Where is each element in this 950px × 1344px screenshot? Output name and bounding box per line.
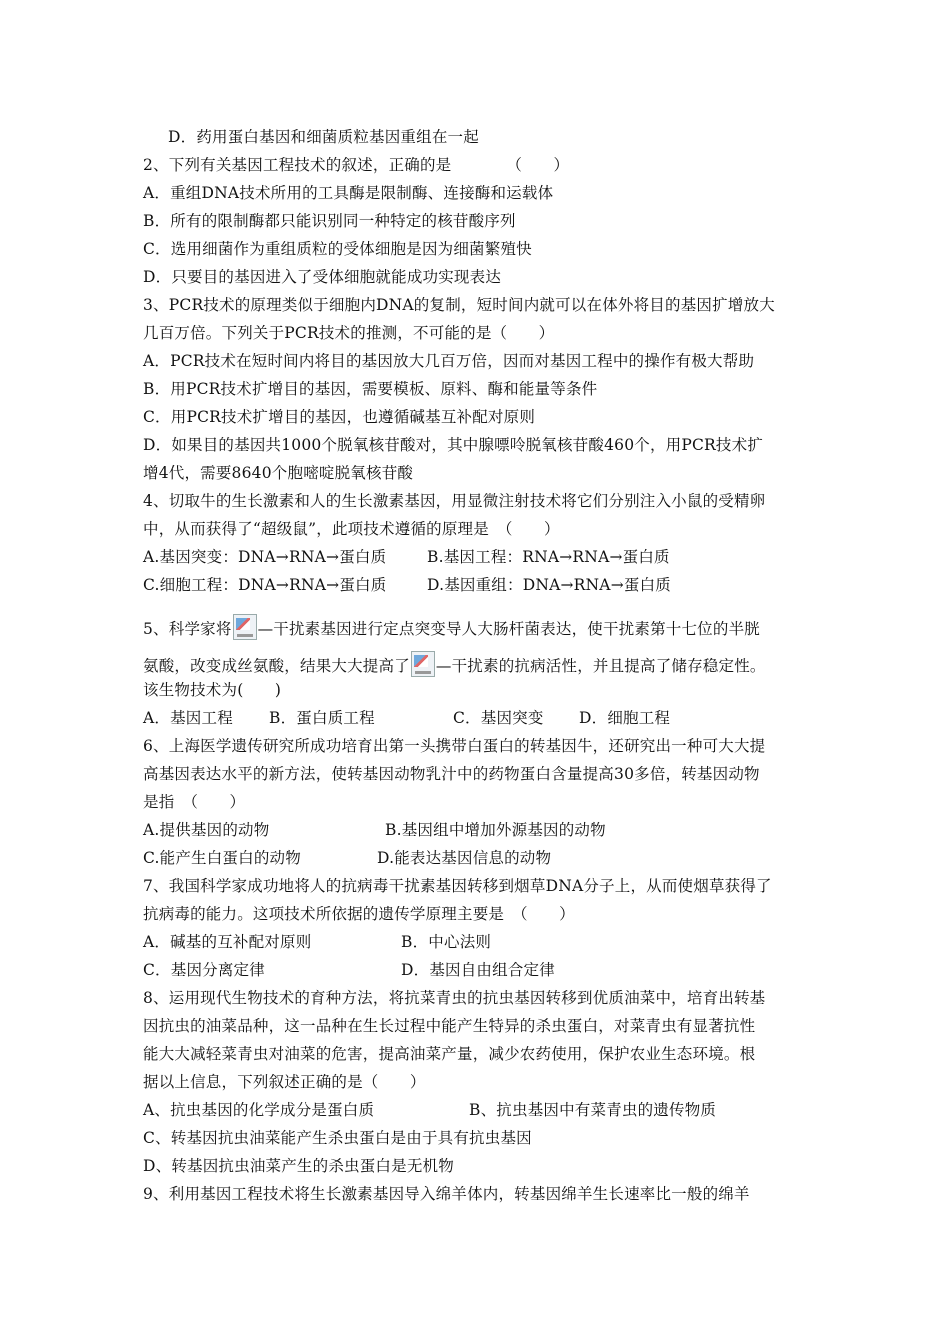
q5-option-a: A．基因工程 [143, 709, 233, 727]
q5-stem2b: —干扰素的抗病活性，并且提高了储存稳定性。 [435, 657, 766, 675]
q6-options-row2 [143, 848, 552, 868]
q5-stem2a: 氨酸，改变成丝氨酸，结果大大提高了 [143, 657, 410, 675]
q3-option-c: C．用PCR技术扩增目的基因，也遵循碱基互补配对原则 [143, 408, 536, 426]
q7-stem-line2: 抗病毒的能力。这项技术所依据的遗传学原理主要是 （ ） [143, 905, 575, 923]
q8-stem-line4: 据以上信息，下列叙述正确的是（ ） [143, 1073, 426, 1091]
q8-options-row1 [143, 1100, 717, 1120]
q5-stem-line1 [143, 614, 760, 640]
q4-option-d: D.基因重组：DNA→RNA→蛋白质 [427, 576, 671, 594]
q8-option-d: D、转基因抗虫油菜产生的杀虫蛋白是无机物 [143, 1157, 454, 1175]
q3-option-d-cont: 增4代，需要8640个胞嘧啶脱氧核苷酸 [143, 464, 414, 482]
q6-stem-line3: 是指 （ ） [143, 793, 246, 811]
q4-option-c: C.细胞工程：DNA→RNA→蛋白质 [143, 576, 387, 594]
q4-stem-line2: 中，从而获得了“超级鼠”，此项技术遵循的原理是 （ ） [143, 520, 560, 538]
q8-stem-line2: 因抗虫的油菜品种，这一品种在生长过程中能产生特异的杀虫蛋白，对菜青虫有显著抗性 [143, 1017, 756, 1035]
q6-option-c: C.能产生白蛋白的动物 [143, 849, 301, 867]
q7-option-a: A．碱基的互补配对原则 [143, 933, 312, 951]
q7-options-row1 [143, 932, 492, 952]
q1-option-d: D．药用蛋白基因和细菌质粒基因重组在一起 [168, 128, 479, 146]
q2-option-b: B．所有的限制酶都只能识别同一种特定的核苷酸序列 [143, 212, 516, 230]
q5-option-d: D．细胞工程 [579, 709, 671, 727]
q3-option-a: A．PCR技术在短时间内将目的基因放大几百万倍，因而对基因工程中的操作有极大帮助 [143, 352, 755, 370]
q3-option-b: B．用PCR技术扩增目的基因，需要模板、原料、酶和能量等条件 [143, 380, 598, 398]
q7-options-row2 [143, 960, 555, 980]
q7-option-b: B．中心法则 [401, 933, 492, 951]
q7-stem-line1: 7、我国科学家成功地将人的抗病毒干扰素基因转移到烟草DNA分子上，从而使烟草获得了 [143, 877, 772, 895]
broken-image-icon [411, 651, 435, 677]
q6-stem-line1: 6、上海医学遗传研究所成功培育出第一头携带白蛋白的转基因牛，还研究出一种可大大提 [143, 737, 766, 755]
q5-option-c: C．基因突变 [453, 709, 544, 727]
q8-option-c: C、转基因抗虫油菜能产生杀虫蛋白是由于具有抗虫基因 [143, 1129, 532, 1147]
q8-option-b: B、抗虫基因中有菜青虫的遗传物质 [469, 1101, 717, 1119]
q7-option-d: D．基因自由组合定律 [401, 961, 555, 979]
q2-option-c: C．选用细菌作为重组质粒的受体细胞是因为细菌繁殖快 [143, 240, 532, 258]
q2-stem: 2、下列有关基因工程技术的叙述，正确的是 （ ） [143, 156, 570, 174]
q5-stem1b: —干扰素基因进行定点突变导人大肠杆菌表达，使干扰素第十七位的半胱 [257, 620, 760, 638]
q3-stem-line1: 3、PCR技术的原理类似于细胞内DNA的复制，短时间内就可以在体外将目的基因扩增放大 [143, 296, 775, 314]
q5-stem1a: 5、科学家将 [143, 620, 232, 638]
broken-image-icon [233, 614, 257, 640]
q3-option-d: D．如果目的基因共1000个脱氧核苷酸对，其中腺嘌呤脱氧核苷酸460个，用PCR技术扩 [143, 436, 764, 454]
q3-stem-line2: 几百万倍。下列关于PCR技术的推测，不可能的是（ ） [143, 324, 555, 342]
q5-stem-line2 [143, 651, 766, 677]
q9-stem: 9、利用基因工程技术将生长激素基因导入绵羊体内，转基因绵羊生长速率比一般的绵羊 [143, 1185, 750, 1203]
q4-options-row2 [143, 575, 671, 595]
q8-stem-line3: 能大大减轻菜青虫对油菜的危害，提高油菜产量，减少农药使用，保护农业生态环境。根 [143, 1045, 756, 1063]
q6-option-d: D.能表达基因信息的动物 [377, 849, 552, 867]
q8-stem-line1: 8、运用现代生物技术的育种方法，将抗菜青虫的抗虫基因转移到优质油菜中，培育出转基 [143, 989, 766, 1007]
q5-option-b: B．蛋白质工程 [269, 709, 375, 727]
q4-option-a: A.基因突变：DNA→RNA→蛋白质 [143, 548, 387, 566]
q5-options [143, 708, 671, 728]
q2-option-a: A．重组DNA技术所用的工具酶是限制酶、连接酶和运载体 [143, 184, 554, 202]
q7-option-c: C．基因分离定律 [143, 961, 265, 979]
q6-stem-line2: 高基因表达水平的新方法，使转基因动物乳汁中的药物蛋白含量提高30多倍，转基因动物 [143, 765, 760, 783]
q2-option-d: D．只要目的基因进入了受体细胞就能成功实现表达 [143, 268, 502, 286]
q6-options-row1 [143, 820, 606, 840]
q5-stem-line3: 该生物技术为( ) [143, 681, 282, 699]
q6-option-b: B.基因组中增加外源基因的动物 [385, 821, 606, 839]
q6-option-a: A.提供基因的动物 [143, 821, 270, 839]
q4-options-row1 [143, 547, 670, 567]
q4-stem-line1: 4、切取牛的生长激素和人的生长激素基因，用显微注射技术将它们分别注入小鼠的受精卵 [143, 492, 766, 510]
q4-option-b: B.基因工程：RNA→RNA→蛋白质 [427, 548, 670, 566]
q8-option-a: A、抗虫基因的化学成分是蛋白质 [143, 1101, 375, 1119]
